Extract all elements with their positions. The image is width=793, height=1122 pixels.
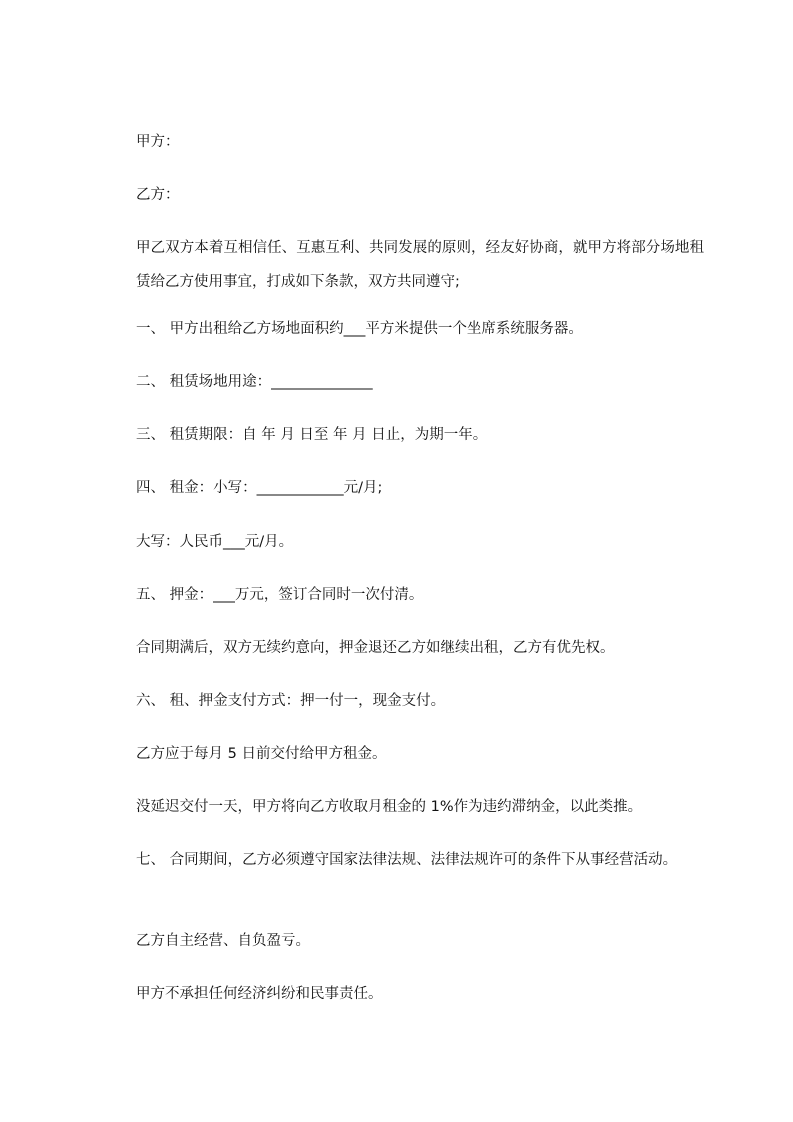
clause-6-note-1: 乙方应于每月 5 日前交付给甲方租金。 (136, 746, 387, 762)
clause-6-note-2: 没延迟交付一天，甲方将向乙方收取月租金的 1%作为违约滞纳金，以此类推。 (136, 799, 643, 815)
clause-1: 一、 甲方出租给乙方场地面积约___平方米提供一个坐席系统服务器。 (136, 321, 583, 337)
clause-3: 三、 租赁期限：自 年 月 日至 年 月 日止，为期一年。 (136, 427, 488, 443)
clause-2: 二、 租赁场地用途：______________ (136, 374, 373, 390)
clause-7-note-2: 甲方不承担任何经济纠纷和民事责任。 (136, 986, 383, 1002)
intro-paragraph: 甲乙双方本着互相信任、互惠互利、共同发展的原则，经友好协商，就甲方将部分场地租赁给乙方使用事宜，打成如下条款，双方共同遵守; (136, 240, 704, 290)
clause-5: 五、 押金：___万元，签订合同时一次付清。 (136, 587, 424, 603)
clause-5-note: 合同期满后，双方无续约意向，押金退还乙方如继续出租，乙方有优先权。 (136, 640, 615, 656)
clause-7: 七、 合同期间，乙方必须遵守国家法律法规、法律法规许可的条件下从事经营活动。 (136, 852, 678, 868)
clause-7-note-1: 乙方自主经营、自负盈亏。 (136, 933, 310, 949)
party-a-label: 甲方： (136, 134, 180, 150)
clause-4: 四、 租金：小写：____________元/月; (136, 480, 383, 496)
clause-4-uppercase: 大写：人民币___元/月。 (136, 534, 294, 550)
clause-6: 六、 租、押金支付方式：押一付一，现金支付。 (136, 693, 446, 709)
party-b-label: 乙方： (136, 187, 180, 203)
